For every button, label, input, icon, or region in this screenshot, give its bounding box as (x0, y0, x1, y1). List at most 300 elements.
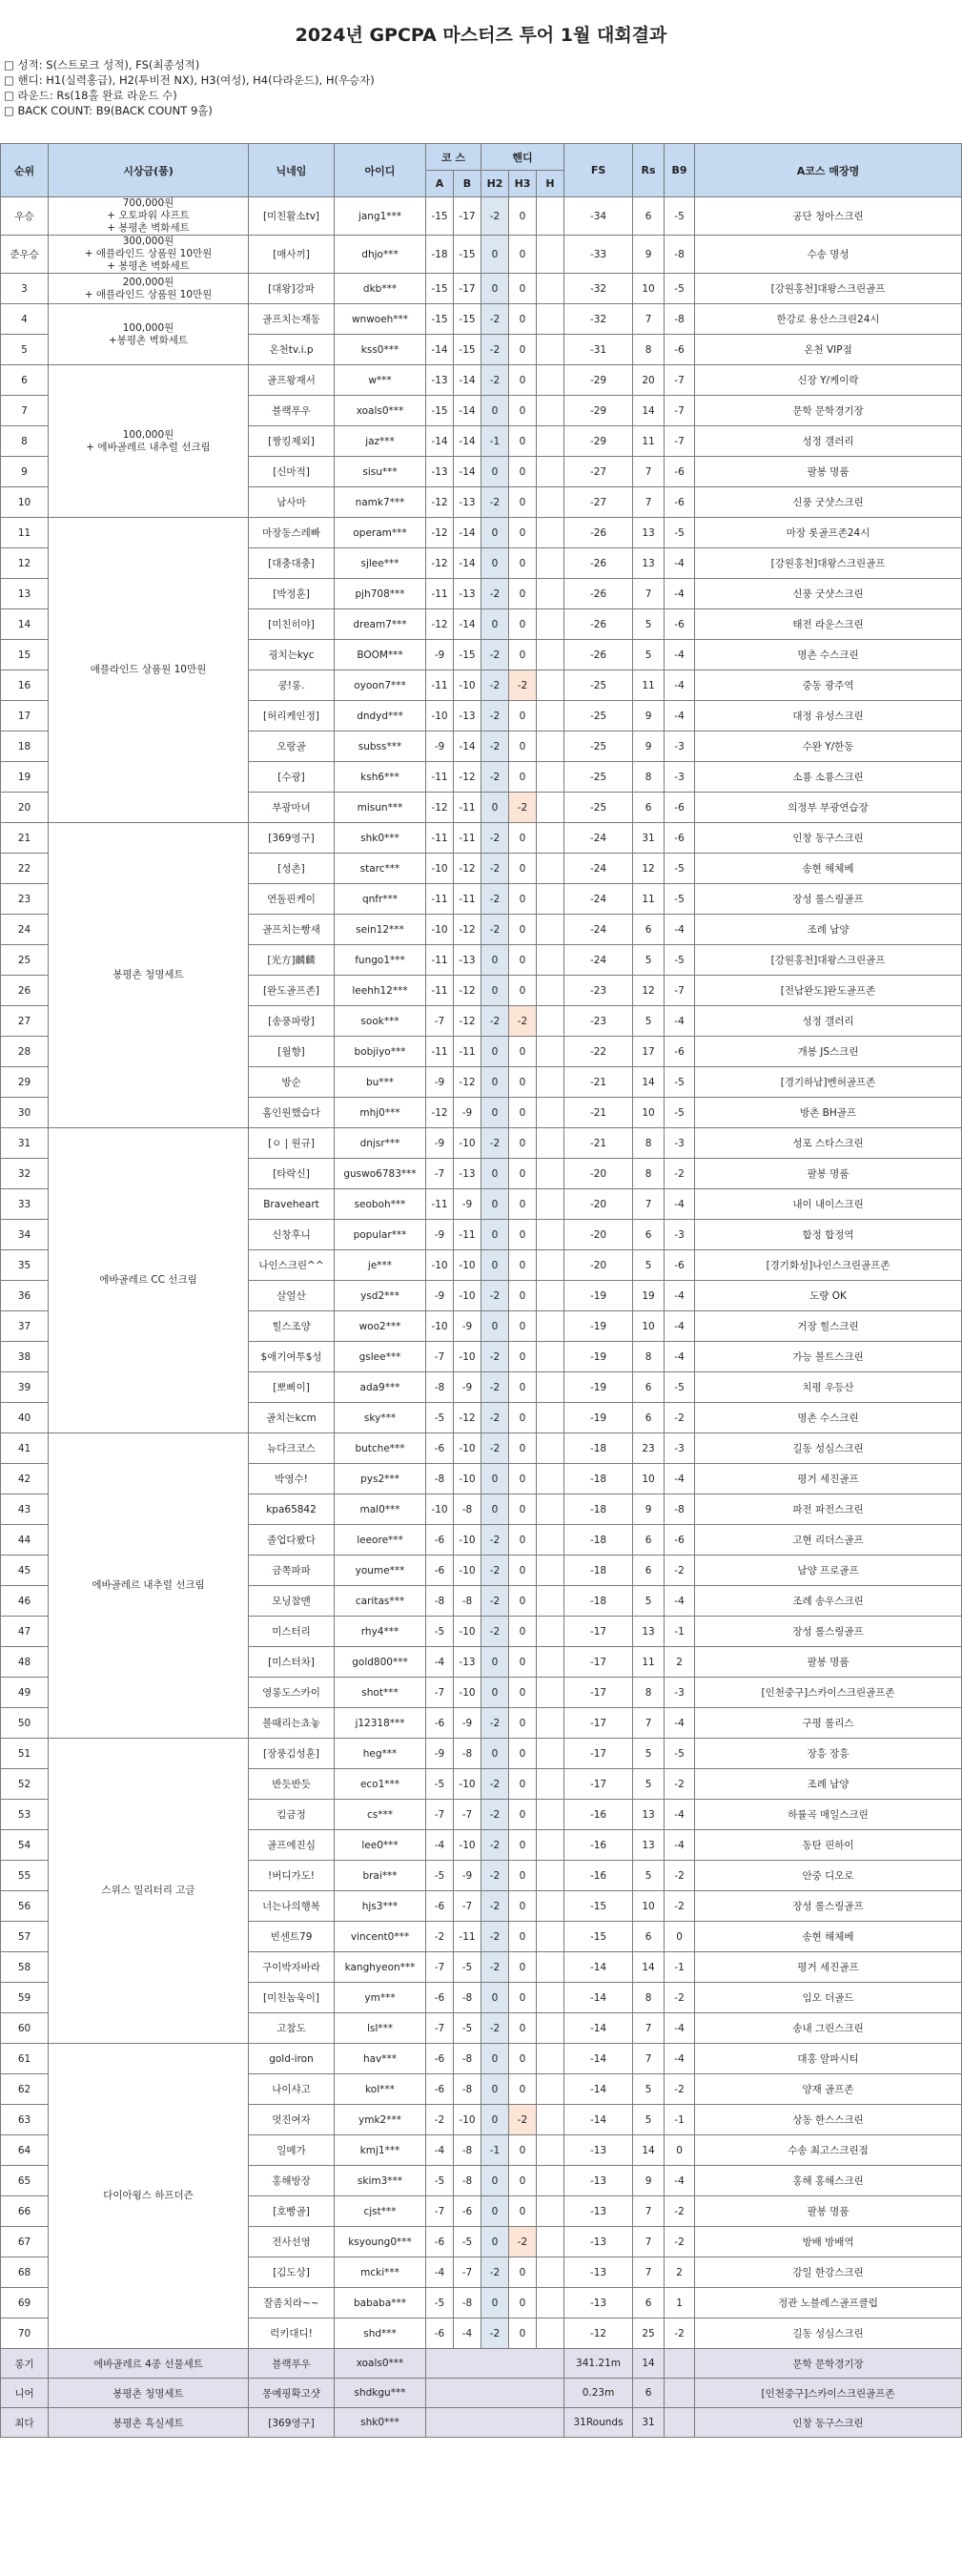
cell-rank: 준우승 (1, 236, 49, 274)
cell-nickname: [뽀삐이] (249, 1372, 335, 1403)
cell-course-a: -14 (426, 335, 454, 365)
cell-h (537, 236, 564, 274)
cell-id: subss*** (335, 732, 426, 762)
cell-h2: 0 (481, 609, 509, 640)
cell-fs: -13 (564, 2135, 633, 2166)
cell-b9: -2 (665, 1861, 695, 1891)
cell-rank: 8 (1, 426, 49, 457)
cell-b9: -2 (665, 1891, 695, 1922)
cell-h (537, 2196, 564, 2227)
cell-store: 문학 문학경기장 (695, 396, 962, 426)
prize-line: 에바골레르 CC 선크림 (99, 1274, 197, 1286)
prize-cell (49, 304, 249, 365)
cell-h2: -2 (481, 579, 509, 609)
cell-nickname: [미친활소tv] (249, 197, 335, 236)
cell-h (537, 670, 564, 701)
cell-course-a: -12 (426, 487, 454, 518)
cell-h3: 0 (509, 518, 537, 548)
cell-course-a: -4 (426, 1647, 454, 1678)
note-score: □ 성적: S(스트로크 성적), FS(최종성적) (4, 58, 200, 72)
cell-id: fungo1*** (335, 945, 426, 976)
cell-store: 하률곡 매일스크린 (695, 1800, 962, 1830)
cell-h (537, 579, 564, 609)
cell-nickname: [대충대충] (249, 548, 335, 579)
cell-h (537, 1098, 564, 1128)
cell-rs: 25 (633, 2318, 665, 2349)
cell-h3: 0 (509, 823, 537, 854)
cell-course-b: -8 (454, 1494, 481, 1525)
cell-h2: 0 (481, 1647, 509, 1678)
cell-course-b: -15 (454, 236, 481, 274)
header-b9: B9 (665, 144, 695, 197)
cell-rank: 24 (1, 915, 49, 945)
award-record: 31Rounds (564, 2408, 633, 2438)
cell-course-b: -10 (454, 1556, 481, 1586)
award-record: 0.23m (564, 2379, 633, 2408)
cell-course-a: -8 (426, 1586, 454, 1617)
table-row (1, 274, 962, 304)
cell-h3: 0 (509, 1464, 537, 1494)
cell-course-b: -11 (454, 1037, 481, 1067)
cell-id: cjst*** (335, 2196, 426, 2227)
cell-h2: -2 (481, 304, 509, 335)
cell-store: 성정 갤러리 (695, 426, 962, 457)
cell-store: 성포 스타스크린 (695, 1128, 962, 1159)
cell-fs: -33 (564, 236, 633, 274)
cell-nickname: [장풍김성훈] (249, 1739, 335, 1769)
cell-course-a: -12 (426, 609, 454, 640)
cell-course-a: -11 (426, 945, 454, 976)
cell-store: [경기하남]벤허골프존 (695, 1067, 962, 1098)
cell-rs: 6 (633, 1922, 665, 1952)
cell-course-b: -13 (454, 701, 481, 732)
cell-rs: 5 (633, 1586, 665, 1617)
cell-rs: 7 (633, 2257, 665, 2288)
cell-course-b: -6 (454, 2196, 481, 2227)
cell-course-a: -11 (426, 670, 454, 701)
cell-h (537, 2044, 564, 2074)
cell-h (537, 1830, 564, 1861)
cell-course-a: -11 (426, 976, 454, 1006)
cell-course-a: -5 (426, 1769, 454, 1800)
cell-store: 신풍 굿샷스크린 (695, 487, 962, 518)
cell-h3: 0 (509, 976, 537, 1006)
cell-nickname: 남사마 (249, 487, 335, 518)
cell-h (537, 1769, 564, 1800)
cell-id: operam*** (335, 518, 426, 548)
table-row (1, 236, 962, 274)
cell-store: 송현 해체베 (695, 1922, 962, 1952)
cell-id: starc*** (335, 854, 426, 884)
cell-h3: 0 (509, 1281, 537, 1311)
cell-rank: 50 (1, 1708, 49, 1739)
cell-rank: 22 (1, 854, 49, 884)
cell-rank: 69 (1, 2288, 49, 2318)
cell-b9: -5 (665, 197, 695, 236)
cell-h2: 0 (481, 1250, 509, 1281)
cell-b9: -4 (665, 1006, 695, 1037)
cell-store: 길동 성심스크린 (695, 2318, 962, 2349)
prize-line: 애플라인드 상품원 10만원 (90, 664, 207, 675)
cell-course-b: -11 (454, 884, 481, 915)
cell-fs: -16 (564, 1830, 633, 1861)
cell-id: dkb*** (335, 274, 426, 304)
cell-course-a: -14 (426, 426, 454, 457)
cell-rs: 9 (633, 732, 665, 762)
cell-fs: -14 (564, 2074, 633, 2105)
cell-h3: 0 (509, 609, 537, 640)
cell-rank: 36 (1, 1281, 49, 1311)
cell-rs: 5 (633, 2105, 665, 2135)
cell-store: 신장 Y/케이락 (695, 365, 962, 396)
cell-h3: 0 (509, 2074, 537, 2105)
cell-id: caritas*** (335, 1586, 426, 1617)
cell-h (537, 1708, 564, 1739)
prize-cell (49, 1433, 249, 1739)
cell-course-a: -15 (426, 304, 454, 335)
prize-cell (49, 518, 249, 823)
cell-course-a: -10 (426, 701, 454, 732)
cell-store: 성정 갤러리 (695, 1006, 962, 1037)
header-b: B (454, 171, 481, 197)
cell-course-b: -9 (454, 1708, 481, 1739)
cell-course-b: -12 (454, 854, 481, 884)
cell-fs: -18 (564, 1433, 633, 1464)
cell-h (537, 1067, 564, 1098)
cell-id: cs*** (335, 1800, 426, 1830)
cell-rank: 43 (1, 1494, 49, 1525)
cell-course-a: -12 (426, 548, 454, 579)
cell-h3: 0 (509, 1311, 537, 1342)
cell-id: qnfr*** (335, 884, 426, 915)
cell-fs: -32 (564, 274, 633, 304)
cell-course-b: -10 (454, 1525, 481, 1556)
cell-b9: -4 (665, 915, 695, 945)
cell-nickname: [미스터차] (249, 1647, 335, 1678)
cell-h (537, 457, 564, 487)
cell-store: 조례 송우스크린 (695, 1586, 962, 1617)
cell-store: 합정 합정역 (695, 1220, 962, 1250)
cell-id: xoals0*** (335, 396, 426, 426)
cell-b9: -4 (665, 2013, 695, 2044)
cell-course-a: -9 (426, 1281, 454, 1311)
cell-b9: -4 (665, 548, 695, 579)
cell-rs: 9 (633, 701, 665, 732)
cell-rank: 29 (1, 1067, 49, 1098)
cell-course-a: -6 (426, 1891, 454, 1922)
cell-fs: -20 (564, 1250, 633, 1281)
cell-b9: -3 (665, 1678, 695, 1708)
cell-nickname: 연돌핀케이 (249, 884, 335, 915)
cell-store: 남양 프로골프 (695, 1556, 962, 1586)
prize-line: 스위스 밀리터리 고글 (101, 1885, 195, 1896)
cell-store: 팔봉 명품 (695, 457, 962, 487)
cell-h (537, 976, 564, 1006)
cell-fs: -27 (564, 457, 633, 487)
cell-course-a: -5 (426, 1861, 454, 1891)
cell-nickname: [신마적] (249, 457, 335, 487)
award-label: 최다 (1, 2408, 49, 2438)
cell-b9: -4 (665, 2166, 695, 2196)
cell-h2: -2 (481, 1922, 509, 1952)
cell-rs: 5 (633, 1769, 665, 1800)
cell-course-a: -4 (426, 1830, 454, 1861)
cell-rs: 10 (633, 1098, 665, 1128)
cell-nickname: 마장동스레빠 (249, 518, 335, 548)
cell-rs: 8 (633, 1678, 665, 1708)
cell-b9: 0 (665, 2135, 695, 2166)
cell-rs: 20 (633, 365, 665, 396)
cell-h (537, 1800, 564, 1830)
cell-nickname: 방순 (249, 1067, 335, 1098)
cell-h2: -2 (481, 1403, 509, 1433)
cell-rank: 63 (1, 2105, 49, 2135)
cell-h2: -2 (481, 1830, 509, 1861)
cell-id: BOOM*** (335, 640, 426, 670)
cell-b9: -6 (665, 335, 695, 365)
cell-fs: -24 (564, 915, 633, 945)
cell-rs: 19 (633, 1281, 665, 1311)
cell-rank: 6 (1, 365, 49, 396)
cell-b9: -3 (665, 1433, 695, 1464)
cell-store: 안중 디오로 (695, 1861, 962, 1891)
cell-h3: 0 (509, 854, 537, 884)
cell-fs: -25 (564, 670, 633, 701)
cell-fs: -24 (564, 854, 633, 884)
cell-id: namk7*** (335, 487, 426, 518)
cell-h3: 0 (509, 457, 537, 487)
cell-fs: -19 (564, 1311, 633, 1342)
award-row (1, 2408, 962, 2438)
cell-h2: 0 (481, 396, 509, 426)
cell-fs: -31 (564, 335, 633, 365)
cell-fs: -14 (564, 2013, 633, 2044)
award-rs: 14 (633, 2349, 665, 2379)
cell-h3: 0 (509, 548, 537, 579)
cell-nickname: [송풍파랑] (249, 1006, 335, 1037)
cell-nickname: 일메가 (249, 2135, 335, 2166)
cell-rs: 6 (633, 1220, 665, 1250)
cell-h2: -2 (481, 1281, 509, 1311)
cell-h2: 0 (481, 2044, 509, 2074)
cell-b9: -6 (665, 609, 695, 640)
cell-store: 도량 OK (695, 1281, 962, 1311)
cell-h2: 0 (481, 1983, 509, 2013)
cell-course-b: -15 (454, 640, 481, 670)
cell-b9: -6 (665, 457, 695, 487)
cell-rank: 51 (1, 1739, 49, 1769)
award-b9 (665, 2379, 695, 2408)
cell-nickname: 박영수! (249, 1464, 335, 1494)
cell-rank: 41 (1, 1433, 49, 1464)
cell-h3: 0 (509, 1891, 537, 1922)
cell-store: 인창 동구스크린 (695, 823, 962, 854)
cell-store: 파전 파전스크린 (695, 1494, 962, 1525)
cell-h3: 0 (509, 236, 537, 274)
cell-id: dndyd*** (335, 701, 426, 732)
cell-course-b: -8 (454, 2074, 481, 2105)
cell-course-b: -14 (454, 426, 481, 457)
cell-nickname: 미스터리 (249, 1617, 335, 1647)
cell-nickname: 골프치는재동 (249, 304, 335, 335)
cell-h2: 0 (481, 2166, 509, 2196)
cell-course-a: -6 (426, 1433, 454, 1464)
cell-course-a: -7 (426, 1006, 454, 1037)
cell-rank: 66 (1, 2196, 49, 2227)
cell-b9: -2 (665, 1769, 695, 1800)
cell-fs: -25 (564, 732, 633, 762)
cell-fs: -21 (564, 1067, 633, 1098)
cell-h3: 0 (509, 1800, 537, 1830)
cell-course-a: -10 (426, 854, 454, 884)
cell-h (537, 1281, 564, 1311)
table-row (1, 1739, 962, 1769)
cell-h2: 0 (481, 2196, 509, 2227)
cell-h (537, 1983, 564, 2013)
cell-h2: 0 (481, 2288, 509, 2318)
cell-rank: 39 (1, 1372, 49, 1403)
cell-rank: 35 (1, 1250, 49, 1281)
award-store: 문학 문학경기장 (695, 2349, 962, 2379)
cell-store: [강원홍천]대왕스크린골프 (695, 945, 962, 976)
cell-course-b: -10 (454, 670, 481, 701)
cell-id: ada9*** (335, 1372, 426, 1403)
cell-course-b: -11 (454, 1220, 481, 1250)
cell-course-b: -10 (454, 1617, 481, 1647)
cell-course-a: -7 (426, 1800, 454, 1830)
cell-course-a: -10 (426, 915, 454, 945)
note-backcount: □ BACK COUNT: B9(BACK COUNT 9홀) (4, 104, 213, 117)
cell-rank: 53 (1, 1800, 49, 1830)
cell-h3: 0 (509, 579, 537, 609)
cell-rank: 59 (1, 1983, 49, 2013)
cell-course-b: -13 (454, 1159, 481, 1189)
cell-h (537, 1311, 564, 1342)
cell-rs: 8 (633, 1983, 665, 2013)
cell-store: [인천중구]스카이스크린골프존 (695, 1678, 962, 1708)
cell-h2: -2 (481, 1372, 509, 1403)
cell-rank: 40 (1, 1403, 49, 1433)
cell-h2: -2 (481, 2013, 509, 2044)
cell-fs: -21 (564, 1128, 633, 1159)
cell-fs: -32 (564, 304, 633, 335)
cell-rs: 11 (633, 1647, 665, 1678)
cell-course-b: -8 (454, 1739, 481, 1769)
cell-h3: 0 (509, 2257, 537, 2288)
cell-h2: -2 (481, 335, 509, 365)
cell-rs: 8 (633, 1159, 665, 1189)
cell-store: 온천 VIP점 (695, 335, 962, 365)
cell-h3: 0 (509, 1830, 537, 1861)
header-fs: FS (564, 144, 633, 197)
cell-h2: -2 (481, 1525, 509, 1556)
cell-rs: 12 (633, 976, 665, 1006)
cell-nickname: [짱킹제외] (249, 426, 335, 457)
cell-course-a: -11 (426, 579, 454, 609)
cell-nickname: 골프치는빵새 (249, 915, 335, 945)
cell-b9: -2 (665, 2074, 695, 2105)
cell-course-a: -11 (426, 884, 454, 915)
cell-h (537, 609, 564, 640)
prize-cell (49, 236, 249, 274)
cell-course-b: -7 (454, 1891, 481, 1922)
cell-h (537, 335, 564, 365)
table-row (1, 1128, 962, 1159)
cell-id: mal0*** (335, 1494, 426, 1525)
cell-id: sisu*** (335, 457, 426, 487)
cell-rank: 11 (1, 518, 49, 548)
cell-course-a: -12 (426, 793, 454, 823)
cell-store: 명촌 수스크린 (695, 1403, 962, 1433)
legend-notes (0, 57, 962, 143)
cell-h (537, 1739, 564, 1769)
cell-nickname: 골프왕재서 (249, 365, 335, 396)
cell-id: ymk2*** (335, 2105, 426, 2135)
cell-id: bababa*** (335, 2288, 426, 2318)
cell-course-a: -9 (426, 1739, 454, 1769)
cell-store: [전남완도]완도골프존 (695, 976, 962, 1006)
cell-store: 고현 리더스골프 (695, 1525, 962, 1556)
cell-fs: -26 (564, 518, 633, 548)
cell-store: 팔봉 명품 (695, 2196, 962, 2227)
award-record: 341.21m (564, 2349, 633, 2379)
cell-h3: 0 (509, 2288, 537, 2318)
cell-h2: -1 (481, 426, 509, 457)
cell-b9: 2 (665, 1647, 695, 1678)
prize-cell (49, 365, 249, 518)
cell-course-a: -9 (426, 1220, 454, 1250)
cell-h (537, 2288, 564, 2318)
award-empty (426, 2408, 564, 2438)
cell-fs: -29 (564, 365, 633, 396)
page-title: 2024년 GPCPA 마스터즈 투어 1월 대회결과 (295, 25, 667, 46)
cell-fs: -14 (564, 2044, 633, 2074)
cell-nickname: 온천tv.i.p (249, 335, 335, 365)
prize-line: 300,000원 (122, 236, 174, 247)
cell-h3: 0 (509, 762, 537, 793)
cell-store: 마장 롯골프존24시 (695, 518, 962, 548)
prize-line: 다이아윙스 하프더즌 (103, 2190, 194, 2201)
cell-h3: 0 (509, 396, 537, 426)
cell-id: jaz*** (335, 426, 426, 457)
header-prize: 시상금(품) (49, 144, 249, 197)
cell-nickname: 킴금정 (249, 1800, 335, 1830)
cell-h (537, 701, 564, 732)
cell-h2: -2 (481, 1891, 509, 1922)
cell-h (537, 1617, 564, 1647)
cell-rank: 34 (1, 1220, 49, 1250)
cell-fs: -12 (564, 2318, 633, 2349)
cell-nickname: [허리케인정] (249, 701, 335, 732)
cell-h2: -2 (481, 1006, 509, 1037)
cell-rank: 28 (1, 1037, 49, 1067)
cell-h3: 0 (509, 2318, 537, 2349)
cell-h (537, 1433, 564, 1464)
cell-course-b: -11 (454, 793, 481, 823)
cell-b9: 0 (665, 1922, 695, 1952)
cell-h (537, 762, 564, 793)
cell-rs: 9 (633, 2166, 665, 2196)
cell-store: 장성 롤스링골프 (695, 1617, 962, 1647)
cell-course-b: -10 (454, 1128, 481, 1159)
cell-course-b: -15 (454, 304, 481, 335)
cell-nickname: 잘좀치라~~ (249, 2288, 335, 2318)
cell-fs: -14 (564, 2105, 633, 2135)
cell-nickname: 나인스크린^^ (249, 1250, 335, 1281)
cell-nickname: 힐스조양 (249, 1311, 335, 1342)
cell-h3: 0 (509, 197, 537, 236)
cell-b9: -5 (665, 1372, 695, 1403)
